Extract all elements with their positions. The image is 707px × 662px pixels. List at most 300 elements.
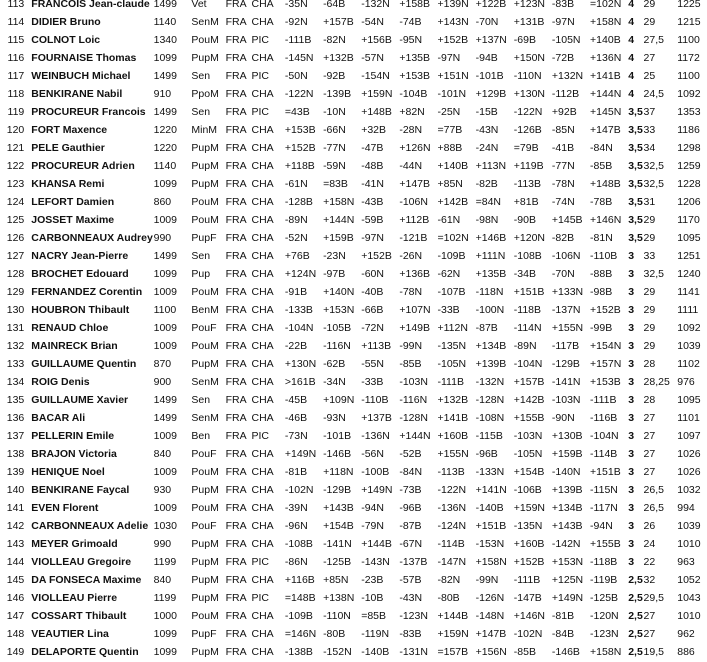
points-cell: 3 (628, 484, 635, 496)
buchholz-cell: 24,5 (643, 88, 664, 100)
performance-cell: 1100 (677, 34, 700, 46)
round-2-result: -77N (323, 142, 346, 154)
round-1-result: -50N (284, 70, 308, 82)
round-2-result: -62B (323, 358, 346, 370)
player-name: PROCUREUR Adrien (31, 160, 135, 172)
table-row (0, 247, 707, 265)
table-row (0, 103, 707, 121)
club-cell: CHA (251, 448, 274, 460)
round-5-result: -62N (437, 268, 461, 280)
round-8-result: -129B (551, 358, 580, 370)
round-4-result: -116N (399, 394, 428, 406)
round-5-result: +139N (437, 0, 469, 10)
buchholz-cell: 29,5 (643, 592, 664, 604)
rank-cell: 139 (6, 466, 25, 478)
points-cell: 3 (628, 286, 635, 298)
performance-cell: 1102 (677, 358, 700, 370)
round-8-result: -146B (551, 646, 580, 658)
round-4-result: -85B (399, 358, 422, 370)
round-8-result: -74N (551, 196, 575, 208)
category-cell: PouM (191, 196, 219, 208)
round-5-result: -136N (437, 502, 467, 514)
round-1-result: >161B (284, 376, 316, 388)
category-cell: PpoM (191, 88, 219, 100)
round-3-result: -47B (361, 142, 384, 154)
rank-cell: 126 (6, 232, 25, 244)
round-8-result: -70N (551, 268, 575, 280)
round-2-result: +140N (323, 286, 355, 298)
round-1-result: -39N (284, 502, 308, 514)
round-7-result: -85B (513, 646, 536, 658)
round-8-result: +133N (551, 286, 584, 298)
player-name: FERNANDEZ Corentin (31, 286, 143, 298)
round-1-result: =43B (284, 106, 310, 118)
round-7-result: +151B (513, 286, 545, 298)
round-3-result: -140B (361, 646, 390, 658)
points-cell: 4 (628, 88, 635, 100)
round-8-result: -117B (551, 340, 580, 352)
round-6-result: +135B (475, 268, 507, 280)
round-9-result: -84N (590, 142, 613, 154)
round-3-result: -57N (361, 52, 384, 64)
rating-cell: 870 (153, 358, 172, 370)
round-9-result: -99B (590, 322, 613, 334)
round-8-result: -72B (551, 52, 575, 64)
category-cell: PupM (191, 52, 219, 64)
category-cell: PupM (191, 574, 219, 586)
table-row (0, 391, 707, 409)
player-name: MAINRECK Brian (31, 340, 118, 352)
rating-cell: 1100 (153, 304, 177, 316)
federation-cell: FRA (225, 340, 247, 352)
table-row (0, 301, 707, 319)
round-8-result: +145B (551, 214, 583, 226)
performance-cell: 1170 (677, 214, 700, 226)
category-cell: PouF (191, 520, 217, 532)
round-2-result: =83B (323, 178, 348, 190)
category-cell: PouM (191, 466, 219, 478)
category-cell: Pup (191, 268, 211, 280)
rank-cell: 113 (7, 0, 25, 10)
points-cell: 2,5 (628, 574, 643, 586)
points-cell: 3 (628, 520, 635, 532)
buchholz-cell: 28 (643, 394, 656, 406)
federation-cell: FRA (225, 574, 247, 586)
round-7-result: -104N (513, 358, 543, 370)
round-9-result: +136N (590, 52, 622, 64)
round-3-result: -143N (361, 556, 390, 568)
federation-cell: FRA (225, 376, 247, 388)
player-name: EVEN Florent (31, 502, 99, 514)
category-cell: PouM (191, 502, 219, 514)
round-6-result: -100N (475, 304, 505, 316)
round-8-result: +143B (551, 520, 583, 532)
table-row (0, 355, 707, 373)
rating-cell: 1000 (153, 610, 177, 622)
player-name: FOURNAISE Thomas (31, 52, 137, 64)
rating-cell: 1220 (153, 124, 177, 136)
federation-cell: FRA (225, 556, 247, 568)
round-5-result: -101N (437, 88, 467, 100)
rank-cell: 136 (6, 412, 25, 424)
federation-cell: FRA (225, 394, 247, 406)
round-9-result: -125B (590, 592, 619, 604)
round-1-result: -52N (284, 232, 308, 244)
performance-cell: 1092 (677, 88, 701, 100)
player-name: NACRY Jean-Pierre (31, 250, 129, 262)
table-row (0, 607, 707, 625)
club-cell: CHA (251, 124, 274, 136)
buchholz-cell: 32,5 (643, 268, 664, 280)
round-8-result: -141N (551, 376, 581, 388)
round-3-result: +113B (361, 340, 392, 352)
round-3-result: +137B (361, 412, 392, 424)
round-9-result: -120N (590, 610, 619, 622)
federation-cell: FRA (225, 592, 247, 604)
federation-cell: FRA (225, 70, 247, 82)
buchholz-cell: 27 (643, 412, 656, 424)
points-cell: 3 (628, 304, 635, 316)
round-6-result: -96B (475, 448, 498, 460)
club-cell: CHA (251, 178, 274, 190)
points-cell: 3 (628, 376, 635, 388)
rank-cell: 143 (6, 538, 25, 550)
round-5-result: +140B (437, 160, 469, 172)
points-cell: 3,5 (628, 142, 643, 154)
round-4-result: -87B (399, 520, 422, 532)
round-1-result: +76B (284, 250, 310, 262)
round-9-result: +158N (590, 16, 622, 28)
performance-cell: 1100 (677, 70, 700, 82)
round-3-result: +152B (361, 250, 392, 262)
round-7-result: +157B (513, 376, 545, 388)
buchholz-cell: 19,5 (643, 646, 664, 658)
club-cell: CHA (251, 16, 274, 28)
round-3-result: =85B (361, 610, 387, 622)
club-cell: CHA (251, 304, 274, 316)
round-1-result: -61N (284, 178, 308, 190)
points-cell: 3 (628, 322, 635, 334)
rank-cell: 129 (6, 286, 25, 298)
round-1-result: +118B (284, 160, 315, 172)
round-1-result: +153B (284, 124, 316, 136)
round-7-result: -69B (513, 34, 536, 46)
club-cell: CHA (251, 322, 274, 334)
round-1-result: -89N (284, 214, 308, 226)
round-8-result: -105N (551, 34, 581, 46)
table-row (0, 193, 707, 211)
rating-cell: 1009 (153, 286, 177, 298)
rank-cell: 117 (7, 70, 25, 82)
federation-cell: FRA (225, 250, 247, 262)
points-cell: 3,5 (628, 106, 643, 118)
rank-cell: 145 (6, 574, 25, 586)
round-7-result: +152B (513, 556, 545, 568)
round-2-result: -34N (323, 376, 346, 388)
federation-cell: FRA (225, 448, 247, 460)
round-4-result: +82N (399, 106, 425, 118)
round-3-result: -154N (361, 70, 390, 82)
buchholz-cell: 27 (643, 448, 656, 460)
points-cell: 3 (628, 448, 635, 460)
rating-cell: 860 (153, 196, 172, 208)
club-cell: PIC (251, 106, 269, 118)
round-6-result: -108N (475, 412, 505, 424)
category-cell: PupM (191, 646, 219, 658)
round-6-result: +134B (475, 340, 507, 352)
federation-cell: FRA (225, 268, 247, 280)
player-name: COSSART Thibault (31, 610, 127, 622)
performance-cell: 1032 (677, 484, 701, 496)
round-1-result: -138B (284, 646, 313, 658)
club-cell: CHA (251, 466, 274, 478)
category-cell: SenM (191, 16, 219, 28)
round-2-result: +143B (323, 502, 354, 514)
rank-cell: 140 (6, 484, 25, 496)
rank-cell: 124 (6, 196, 25, 208)
club-cell: CHA (251, 286, 274, 298)
buchholz-cell: 27,5 (643, 34, 664, 46)
buchholz-cell: 22 (643, 556, 656, 568)
player-name: KHANSA Remi (31, 178, 105, 190)
round-2-result: -23N (323, 250, 346, 262)
round-7-result: -135N (513, 520, 543, 532)
round-5-result: +112N (437, 322, 468, 334)
performance-cell: 886 (677, 646, 695, 658)
round-3-result: -55N (361, 358, 384, 370)
round-7-result: +120N (513, 232, 545, 244)
club-cell: CHA (251, 394, 274, 406)
rating-cell: 1099 (153, 268, 177, 280)
table-row (0, 31, 707, 49)
club-cell: CHA (251, 484, 274, 496)
round-6-result: -118N (475, 286, 504, 298)
category-cell: Sen (191, 106, 211, 118)
round-7-result: -106B (513, 484, 542, 496)
round-6-result: +129B (475, 88, 507, 100)
round-3-result: -59B (361, 214, 384, 226)
club-cell: PIC (251, 592, 269, 604)
round-8-result: +155N (551, 322, 584, 334)
buchholz-cell: 34 (643, 142, 656, 154)
round-5-result: -109B (437, 250, 466, 262)
round-8-result: +153N (551, 556, 584, 568)
round-9-result: +154N (590, 340, 622, 352)
performance-cell: 1215 (677, 16, 701, 28)
federation-cell: FRA (225, 124, 247, 136)
rating-cell: 990 (153, 538, 172, 550)
player-name: FORT Maxence (31, 124, 108, 136)
round-7-result: +81B (513, 196, 539, 208)
round-8-result: -77N (551, 160, 575, 172)
club-cell: CHA (251, 502, 274, 514)
rating-cell: 1499 (153, 106, 177, 118)
round-2-result: +144N (323, 214, 355, 226)
round-3-result: +148B (361, 106, 392, 118)
round-6-result: -99N (475, 574, 499, 586)
rating-cell: 1009 (153, 340, 177, 352)
table-row (0, 625, 707, 643)
federation-cell: FRA (225, 628, 247, 640)
round-2-result: -80B (323, 628, 346, 640)
buchholz-cell: 32,5 (643, 160, 664, 172)
category-cell: PupM (191, 592, 219, 604)
player-name: ROIG Denis (31, 376, 90, 388)
round-9-result: +157N (590, 358, 622, 370)
player-name: GUILLAUME Quentin (31, 358, 137, 370)
buchholz-cell: 29 (643, 232, 656, 244)
rank-cell: 137 (6, 430, 25, 442)
performance-cell: 1206 (677, 196, 701, 208)
table-row (0, 463, 707, 481)
round-6-result: -153N (475, 538, 505, 550)
club-cell: CHA (251, 160, 274, 172)
round-3-result: -136N (361, 430, 390, 442)
round-9-result: -115N (590, 484, 618, 496)
performance-cell: 962 (677, 628, 695, 640)
round-2-result: -82N (323, 34, 346, 46)
rating-cell: 900 (153, 376, 172, 388)
buchholz-cell: 29 (643, 322, 656, 334)
federation-cell: FRA (225, 232, 247, 244)
performance-cell: 1043 (677, 592, 701, 604)
round-4-result: +147B (399, 178, 430, 190)
buchholz-cell: 27 (643, 610, 656, 622)
rank-cell: 131 (6, 322, 25, 334)
round-4-result: +149B (399, 322, 430, 334)
round-1-result: -145N (284, 52, 314, 64)
round-1-result: +116B (284, 574, 315, 586)
round-5-result: -33B (437, 304, 460, 316)
round-3-result: -132N (361, 0, 390, 10)
round-4-result: -137B (399, 556, 428, 568)
category-cell: PouM (191, 340, 219, 352)
round-5-result: -25N (437, 106, 461, 118)
round-7-result: +159N (513, 502, 545, 514)
club-cell: CHA (251, 574, 274, 586)
round-6-result: -101B (475, 70, 504, 82)
round-2-result: -66N (323, 124, 346, 136)
table-row (0, 499, 707, 517)
round-1-result: -109B (284, 610, 313, 622)
points-cell: 4 (628, 0, 635, 10)
club-cell: CHA (251, 358, 274, 370)
rating-cell: 1099 (153, 628, 177, 640)
rank-cell: 123 (6, 178, 25, 190)
round-7-result: -34B (513, 268, 536, 280)
round-9-result: -98B (590, 286, 613, 298)
round-9-result: +141B (590, 70, 621, 82)
points-cell: 3 (628, 268, 635, 280)
round-5-result: +159N (437, 628, 469, 640)
round-4-result: -57B (399, 574, 422, 586)
rating-cell: 1499 (153, 394, 177, 406)
club-cell: CHA (251, 340, 274, 352)
round-5-result: +143N (437, 16, 469, 28)
round-6-result: +122B (475, 0, 507, 10)
round-8-result: -81B (551, 610, 575, 622)
rating-cell: 1009 (153, 322, 177, 334)
player-name: CARBONNEAUX Audrey (31, 232, 153, 244)
round-7-result: -90B (513, 214, 536, 226)
round-4-result: -123N (399, 610, 428, 622)
federation-cell: FRA (225, 610, 247, 622)
club-cell: CHA (251, 196, 274, 208)
table-row (0, 427, 707, 445)
table-row (0, 67, 707, 85)
round-2-result: -125B (323, 556, 352, 568)
round-5-result: =157B (437, 646, 469, 658)
round-1-result: -73N (284, 430, 308, 442)
round-4-result: +126N (399, 142, 431, 154)
federation-cell: FRA (225, 214, 247, 226)
round-7-result: +160B (513, 538, 545, 550)
round-3-result: -10B (361, 592, 384, 604)
round-4-result: -73B (399, 484, 422, 496)
points-cell: 3 (628, 250, 635, 262)
buchholz-cell: 32 (643, 574, 656, 586)
round-5-result: +160B (437, 430, 469, 442)
round-8-result: -83B (551, 0, 575, 10)
round-2-result: +158N (323, 196, 355, 208)
player-name: MEYER Grimoald (31, 538, 118, 550)
rating-cell: 840 (153, 574, 172, 586)
round-6-result: -132N (475, 376, 505, 388)
player-name: BENKIRANE Faycal (31, 484, 130, 496)
round-8-result: -90N (551, 412, 575, 424)
round-2-result: -101B (323, 430, 352, 442)
player-name: CARBONNEAUX Adelie (31, 520, 149, 532)
round-2-result: +118N (323, 466, 354, 478)
round-3-result: -100B (361, 466, 390, 478)
rating-cell: 1009 (153, 430, 177, 442)
round-2-result: -92B (323, 70, 346, 82)
round-5-result: -111B (437, 376, 464, 388)
round-4-result: -131N (399, 646, 428, 658)
round-7-result: +146N (513, 610, 545, 622)
category-cell: BenM (191, 304, 219, 316)
round-2-result: +132B (323, 52, 354, 64)
round-5-result: +141B (437, 412, 469, 424)
rank-cell: 133 (6, 358, 25, 370)
round-3-result: -66B (361, 304, 384, 316)
round-7-result: -108B (513, 250, 542, 262)
round-9-result: +151B (590, 466, 621, 478)
table-row (0, 13, 707, 31)
round-3-result: -119N (361, 628, 390, 640)
federation-cell: FRA (225, 16, 247, 28)
performance-cell: 1141 (677, 286, 700, 298)
points-cell: 3 (628, 538, 635, 550)
round-1-result: -104N (284, 322, 314, 334)
buchholz-cell: 27 (643, 628, 656, 640)
round-5-result: -80B (437, 592, 460, 604)
player-name: PROCUREUR Francois (31, 106, 146, 118)
buchholz-cell: 26,5 (643, 484, 664, 496)
federation-cell: FRA (225, 304, 247, 316)
round-2-result: +138N (323, 592, 355, 604)
table-row (0, 589, 707, 607)
round-2-result: -105B (323, 322, 352, 334)
round-3-result: +144B (361, 538, 392, 550)
rank-cell: 148 (6, 628, 25, 640)
club-cell: CHA (251, 250, 274, 262)
rating-cell: 990 (153, 232, 172, 244)
club-cell: CHA (251, 538, 274, 550)
table-row (0, 265, 707, 283)
player-name: FRANCOIS Jean-claude (31, 0, 150, 10)
round-6-result: +111N (475, 250, 506, 262)
